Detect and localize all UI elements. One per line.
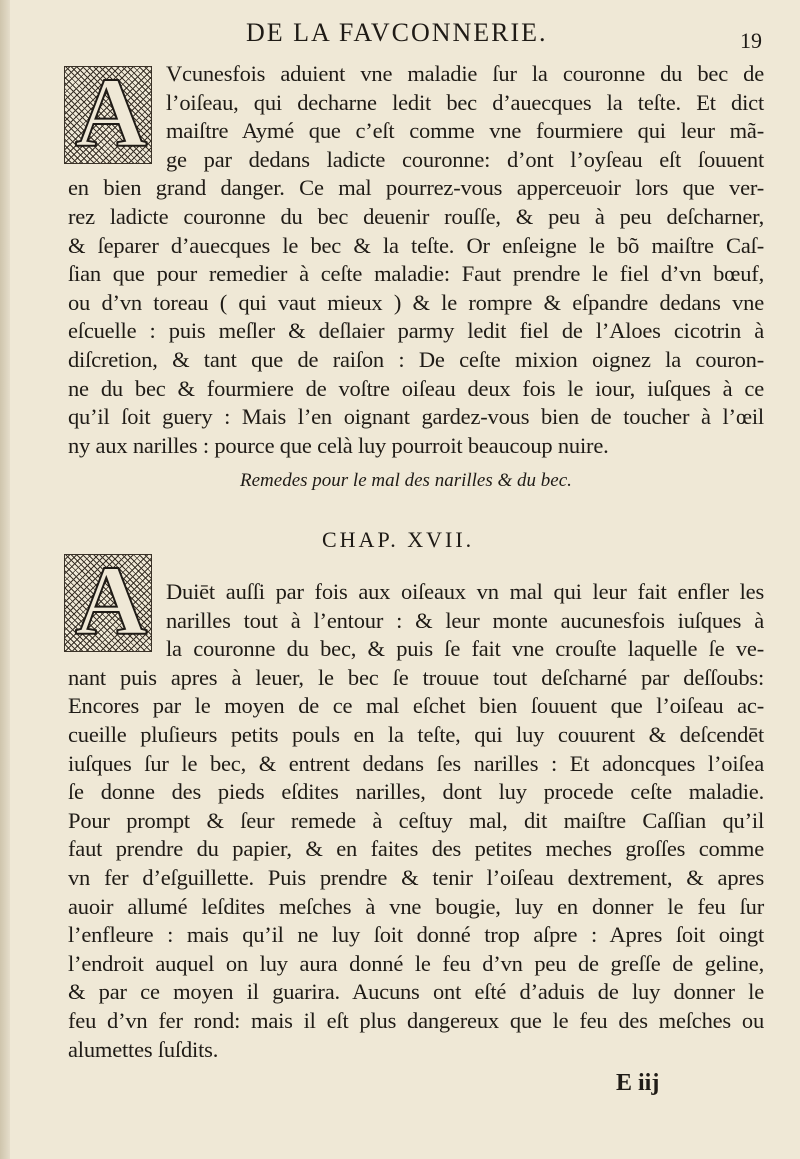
text-line: l’endroit auquel on luy aura donné le feu d’vn peu de greſſe de geline,	[68, 950, 764, 976]
text-line: nant puis apres à leuer, le bec ſe trouue tout deſcharné par deſſoubs:	[68, 664, 764, 690]
text-line: ſian que pour remedier à ceſte maladie: Faut prendre le fiel d’vn bœuf,	[68, 261, 764, 287]
text-line: diſcretion, & tant que de raiſon : De ceſte mixion oignez la couron-	[68, 346, 764, 372]
text-line: ou d’vn toreau ( qui vaut mieux ) & le rompre & eſpandre dedans vne	[68, 289, 764, 315]
signature-mark: E iij	[616, 1070, 660, 1096]
text-line: faut prendre du papier, & en faites des petites meches groſſes comme	[68, 836, 764, 862]
running-head: DE LA FAVCONNERIE.	[246, 18, 548, 47]
text-line: l’oiſeau, qui decharne ledit bec d’auecques la teſte. Et dict	[166, 89, 764, 115]
text-line: iuſques ſur le bec, & entrent dedans ſes narilles : Et adoncques l’oiſea	[68, 750, 764, 776]
initial-letter: A	[75, 57, 148, 168]
page-number: 19	[740, 28, 762, 53]
text-line: vn fer d’eſguillette. Puis prendre & tenir l’oiſeau dextrement, & apres	[68, 864, 764, 890]
text-line: & ſeparer d’auecques le bec & la teſte. Or enſeigne le bõ maiſtre Caſ-	[68, 232, 764, 258]
paragraph-1	[68, 57, 764, 460]
text-line: cueille pluſieurs petits pouls en la teſte, qui luy couurent & deſcendēt	[68, 721, 764, 747]
text-line: ge par dedans ladicte couronne: d’ont l’oyſeau eſt ſouuent	[166, 146, 764, 172]
chapter-heading: CHAP. XVII.	[322, 527, 475, 552]
text-line: narilles tout à l’entour : & leur monte aucunesfois iuſques à	[166, 607, 764, 633]
text-line: rez ladicte couronne du bec deuenir rouſſe, & peu à peu deſcharner,	[68, 203, 764, 229]
text-line: alumettes ſuſdits.	[68, 1036, 219, 1062]
text-line: auoir allumé leſdites meſches à vne bougie, luy en donner le feu ſur	[68, 893, 764, 919]
text-line: la couronne du bec, & puis ſe fait vne crouſte laquelle ſe ve-	[166, 636, 764, 662]
text-line: en bien grand danger. Ce mal pourrez-vous apperceuoir lors que ver-	[68, 175, 764, 201]
text-line: ſe donne des pieds eſdites narilles, dont luy procede ceſte maladie.	[68, 779, 764, 805]
paragraph-2	[68, 578, 764, 1064]
text-line: Vcunesfois aduient vne maladie ſur la couronne du bec de	[166, 61, 764, 86]
text-line: Pour prompt & ſeur remede à ceſtuy mal, dit maiſtre Caſſian qu’il	[68, 807, 764, 833]
book-page	[10, 0, 800, 1159]
text-line: Duiēt auſſi par fois aux oiſeaux vn mal qui leur fait enfler les	[166, 579, 764, 604]
text-line: ny aux narilles : pource que celà luy pourroit beaucoup nuire.	[68, 432, 609, 458]
text-line: eſcuelle : puis meſler & deſlaier parmy ledit fiel de l’Aloes cicotrin à	[68, 318, 764, 344]
text-line: ne du bec & fourmiere de voſtre oiſeau deux fois le iour, iuſques à ce	[68, 375, 764, 401]
section-rubric: Remedes pour le mal des narilles & du bec.	[240, 470, 572, 491]
text-line: Encores par le moyen de ce mal eſchet bien ſouuent que l’oiſeau ac-	[68, 693, 764, 719]
text-line: qu’il ſoit guery : Mais l’en oignant gardez-vous bien de toucher à l’œil	[68, 404, 764, 430]
text-line: maiſtre Aymé que c’eſt comme vne fourmiere qui leur mã-	[166, 118, 764, 144]
text-line: l’enfleure : mais qu’il ne luy ſoit donné trop aſpre : Apres ſoit oingt	[68, 922, 764, 948]
text-line: feu d’vn fer rond: mais il eſt plus dangereux que le feu des meſches ou	[68, 1007, 764, 1033]
text-line: & par ce moyen il guarira. Aucuns ont eſté d’aduis de luy donner le	[68, 979, 764, 1005]
initial-letter-2: A	[75, 545, 148, 656]
